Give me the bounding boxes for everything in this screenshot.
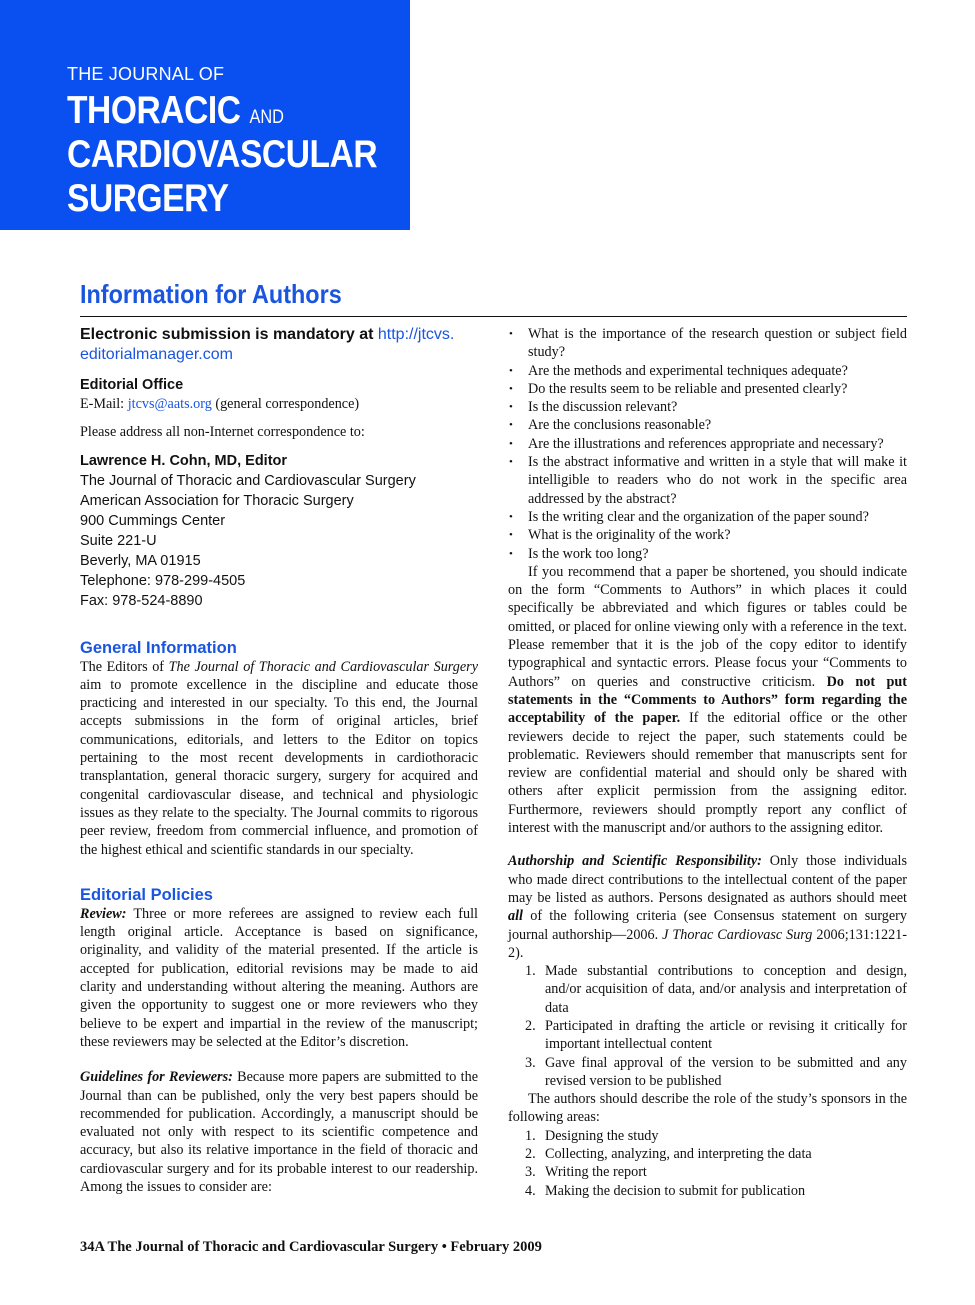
left-column [80,325,478,1196]
gi-text-rest: aim to promote excellence in the discipline and educate those practicing and interested in our specialty. To this end, the Journal accepts submissions in the form of original articles, brief communications, editorials, and letters to the Editor on topics pertaining to the most recent developments in cardiothoracic transplantation, general thoracic surgery, surgery for acquired and congenital cardiovascular disease, and technical and physiologic issues as they relate to the specialty. The Journal commits to rigorous peer review, freedom from commercial influence, and promotion of the highest ethical and scientific standards in our specialty. [80,676,478,858]
authorship-paragraph [508,852,907,962]
editor-name: Lawrence H. Cohn, MD, Editor [80,452,288,469]
list-item: • Is the discussion relevant? [508,398,907,416]
list-item: 2. Collecting, analyzing, and interpreting the data [525,1146,812,1163]
sponsors-intro: The authors should describe the role of the study’s sponsors in the following areas: [508,1091,907,1126]
guidelines-label: Guidelines for Reviewers: [80,1069,233,1086]
journal-name: The Journal of Thoracic and Cardiovascular Surgery [168,658,478,675]
list-item: • Are the methods and experimental techniques adequate? [508,362,907,380]
shorten-text-2: If the editorial office or the other reviewers decide to reject the paper, such statements could be problematic. Reviewers should remember that manuscripts sent for review are confidential material and should only be shared with others after explicit permission from the assigning editor. Furthermore, reviewers should promptly report any conflict of interest with the manuscript and/or authors to the assigning editor. [508,710,908,837]
general-information-text [80,658,478,859]
gi-text-start: The Editors of [80,658,169,675]
submission-url-part1[interactable]: http://jtcvs. [377,326,455,343]
editorial-policies-heading: Editorial Policies [80,885,213,904]
address-line: The Journal of Thoracic and Cardiovascular Surgery [80,472,416,489]
shorten-paragraph [508,563,907,837]
general-information-heading: General Information [80,638,237,657]
sponsor-area-text: Collecting, analyzing, and interpreting the data [545,1146,812,1163]
reviewer-questions-list [508,325,907,563]
address-line: Beverly, MA 01915 [80,552,201,569]
masthead-line-3: CARDIOVASCULAR [67,133,378,176]
masthead-line-4: SURGERY [67,177,229,220]
authorship-all: all [508,908,523,925]
email-note: (general correspondence) [215,396,360,412]
list-item: • Is the work too long? [508,545,907,563]
citation-rest: 2006;131:1221-2). [508,926,907,961]
criterion-text: Made substantial contributions to conception and design, and/or acquisition of data, and/or analysis and interpretation of data [545,963,907,1016]
list-item: 1. Made substantial contributions to conception and design, and/or acquisition of data, and/or analysis and interpretation of data [525,963,907,1016]
submission-lead: Electronic submission is mandatory at [80,326,374,343]
shorten-bold-notice: Do not put statements in the “Comments to Authors” form regarding the acceptability of the paper. [508,673,907,727]
sponsor-area-text: Writing the report [545,1164,647,1181]
list-item: • Is the abstract informative and written in a style that will make it intelligible to readers who do not work in the specific area addressed by the abstract? [508,453,907,508]
list-item: 4. Making the decision to submit for publication [525,1182,806,1199]
sponsor-areas-list [508,1127,907,1200]
list-item: • What is the originality of the work? [508,526,907,544]
mailing-address [80,451,478,611]
email-label: E-Mail: [80,396,125,412]
address-line: 900 Cummings Center [80,512,226,529]
title-divider [80,316,907,317]
list-item: 3. Writing the report [525,1164,647,1181]
authorship-criteria-list [508,962,907,1090]
sponsor-area-text: Making the decision to submit for publication [545,1182,806,1199]
criterion-text: Participated in drafting the article or revising it critically for important intellectual content [545,1017,907,1053]
email-line [80,395,478,413]
list-item: 1. Designing the study [525,1127,659,1144]
review-label: Review: [80,905,127,922]
authorship-text-1: Only those individuals who made direct contributions to the intellectual content of the paper may be listed as authors. Persons designated as authors should meet [508,853,907,906]
address-intro: Please address all non-Internet correspondence to: [80,424,365,441]
masthead-line-1: THE JOURNAL OF [67,64,225,84]
authorship-text-2: of the following criteria (see Consensus statement on surgery journal authorship—2006. [508,908,907,943]
email-link[interactable]: jtcvs@aats.org [127,396,212,412]
masthead-thoracic: THORACIC [67,89,241,132]
list-item: 2. Participated in drafting the article or revising it critically for important intellectual content [525,1017,907,1053]
list-item: 3. Gave final approval of the version to be submitted and any revised version to be published [525,1054,907,1089]
journal-masthead [0,0,410,230]
address-line: Suite 221-U [80,532,157,549]
fax: Fax: 978-524-8890 [80,592,203,609]
review-text: Three or more referees are assigned to review each full length original article. Acceptance is based on significance, originality, and validity of the material presented. If the article is accepted for publication, editorial revisions may be made to aid clarity and understanding without altering the meaning. Authors are given the opportunity to suggest one or more reviewers who they believe to be expert and impartial in the review of the manuscript; these reviewers may be selected at the Editor’s discretion. [80,905,478,1050]
criterion-text: Gave final approval of the version to be submitted and any revised version to be published [545,1054,907,1089]
page-footer: 34A The Journal of Thoracic and Cardiovascular Surgery • February 2009 [80,1239,542,1255]
list-item: • Are the conclusions reasonable? [508,416,907,434]
list-item: • Is the writing clear and the organization of the paper sound? [508,508,907,526]
sponsor-area-text: Designing the study [545,1127,659,1144]
list-item: • Are the illustrations and references appropriate and necessary? [508,435,907,453]
page-title: Information for Authors [80,279,342,309]
submission-notice [80,325,478,365]
shorten-text-1: If you recommend that a paper be shortened, you should indicate on the form “Comments to Authors” in which places it could specifically be abbreviated and which figures or tables could be omitted, or placed for online viewing only with a reference in the text. Please remember that it is the job of the copy editor to identify typographical and syntactic errors. Please focus your “Comments to Authors” on queries and constructive criticism. [508,563,907,690]
masthead-and: AND [249,107,284,128]
submission-url-part2[interactable]: editorialmanager.com [80,346,233,363]
list-item: • Do the results seem to be reliable and presented clearly? [508,380,907,398]
telephone: Telephone: 978-299-4505 [80,572,246,589]
citation-journal: J Thorac Cardiovasc Surg [662,926,813,943]
list-item: • What is the importance of the research question or subject field study? [508,325,907,362]
guidelines-paragraph [80,1068,478,1196]
right-column [508,325,907,1200]
address-line: American Association for Thoracic Surgery [80,492,354,509]
authorship-label: Authorship and Scientific Responsibility: [508,853,762,870]
guidelines-text: Because more papers are submitted to the Journal than can be published, only the very best papers should be recommended for publication. Accordingly, a manuscript should be evaluated not only with respect to its scientific competence and accuracy, but also its relative importance in the field of thoracic and cardiovascular surgery and for its probable interest to our readership. Among the issues to consider are: [80,1069,478,1196]
review-paragraph [80,905,478,1051]
editorial-office-heading: Editorial Office [80,377,184,393]
